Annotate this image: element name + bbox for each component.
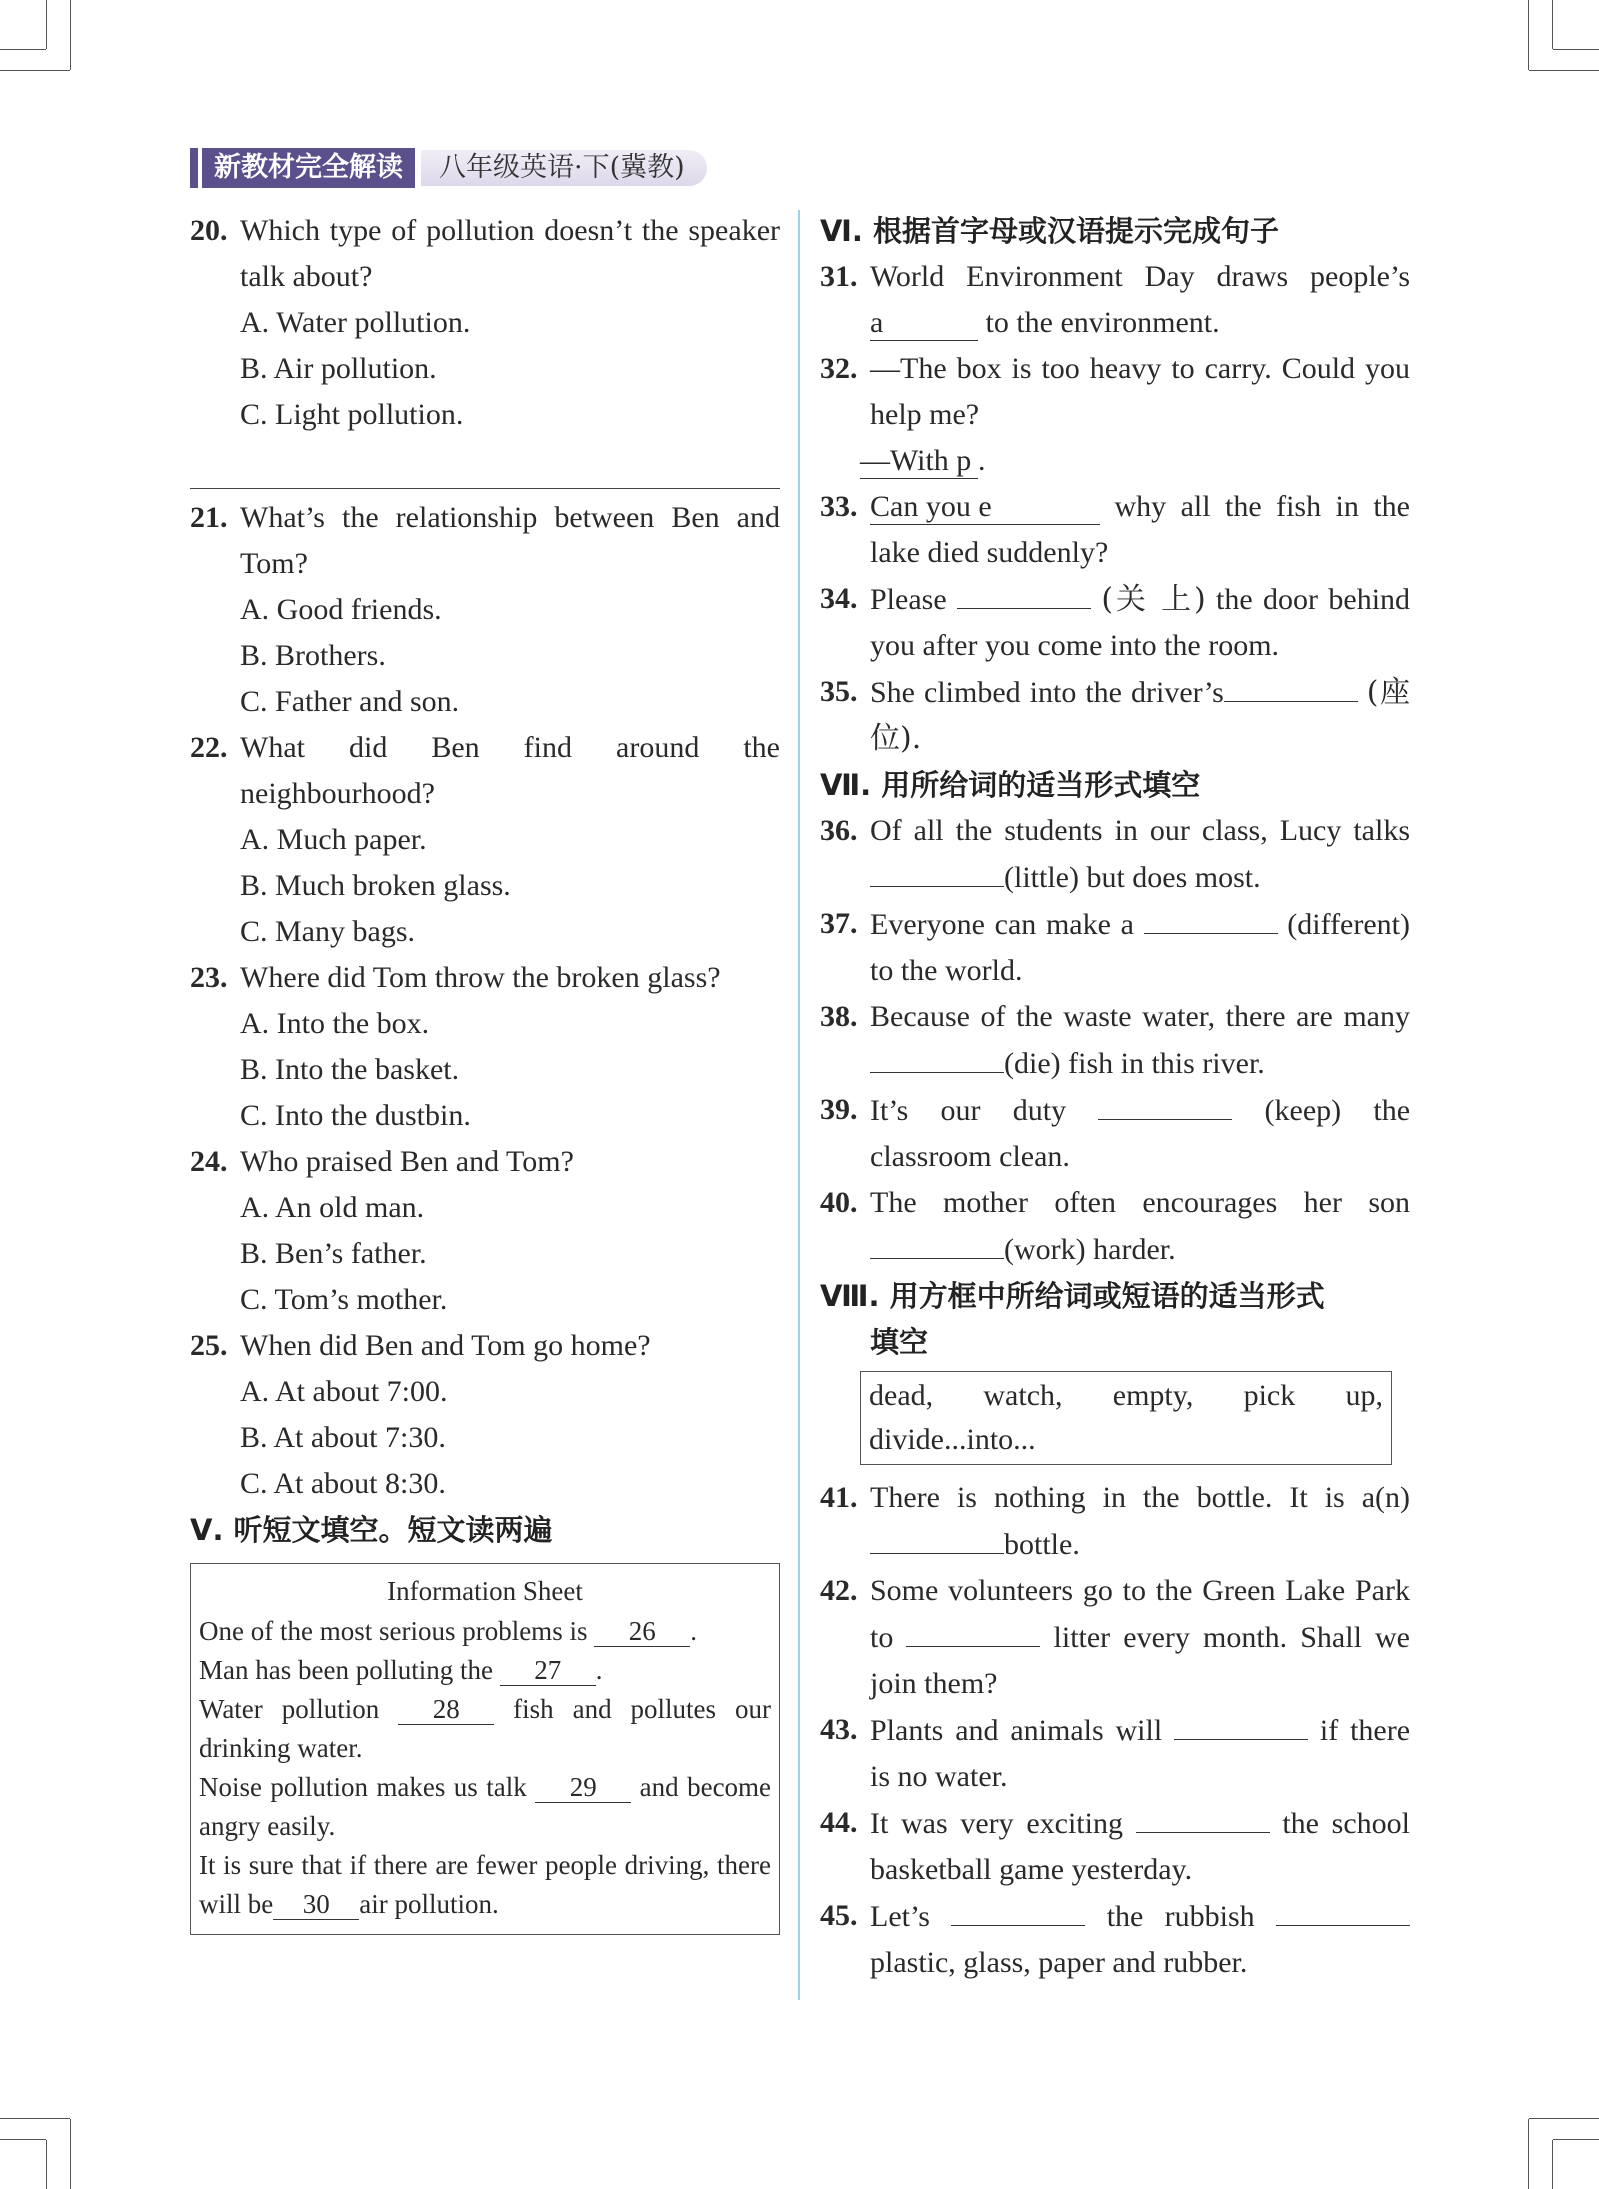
- question-number: 42.: [820, 1574, 858, 1607]
- option: C. Many bags.: [240, 915, 415, 948]
- question-38: 38. Because of the waste water, there are many (die) fish in this river.: [820, 994, 1410, 1087]
- question-number: 37.: [820, 907, 858, 940]
- answer-blank[interactable]: a: [870, 306, 978, 341]
- option: C. Into the dustbin.: [240, 1099, 471, 1132]
- info-line: One of the most serious problems is 26 .: [199, 1616, 697, 1646]
- section-separator: [190, 438, 780, 489]
- information-sheet: [190, 1563, 780, 1935]
- question-number: 39.: [820, 1093, 858, 1126]
- answer-blank[interactable]: [870, 1040, 1004, 1073]
- page-header: [190, 148, 707, 188]
- option: A. Good friends.: [240, 593, 442, 626]
- option: A. An old man.: [240, 1191, 425, 1224]
- question-32-reply: —With p .: [860, 444, 986, 477]
- answer-blank[interactable]: [870, 1521, 1004, 1554]
- option: A. Much paper.: [240, 823, 427, 856]
- answer-blank[interactable]: [1276, 1893, 1410, 1926]
- question-number: 20.: [190, 214, 228, 247]
- info-line: Man has been polluting the 27 .: [199, 1655, 603, 1685]
- answer-blank[interactable]: [1174, 1707, 1308, 1740]
- question-41: 41. There is nothing in the bottle. It is a(n) bottle.: [820, 1475, 1410, 1568]
- question-number: 36.: [820, 814, 858, 847]
- word-box: dead, watch, empty, pick up, divide...into...: [860, 1371, 1392, 1465]
- header-subtitle: 八年级英语·下(冀教): [421, 150, 707, 186]
- answer-blank[interactable]: Can you e: [870, 490, 1100, 525]
- answer-blank[interactable]: —With p: [860, 444, 978, 479]
- crop-mark: [1553, 2139, 1599, 2140]
- question-number: 44.: [820, 1806, 858, 1839]
- question-42: 42. Some volunteers go to the Green Lake Park to litter every month. Shall we join them?: [820, 1568, 1410, 1707]
- section-heading: Ⅵ. 根据首字母或汉语提示完成句子: [820, 214, 1279, 248]
- question-20: [190, 208, 780, 300]
- question-43: 43. Plants and animals will if there is no water.: [820, 1707, 1410, 1800]
- section-heading-continued: 填空: [870, 1325, 929, 1359]
- option: C. Father and son.: [240, 685, 460, 718]
- answer-blank[interactable]: [1224, 669, 1358, 702]
- question-number: 34.: [820, 582, 858, 615]
- right-column: [820, 208, 1410, 1986]
- question-number: 40.: [820, 1186, 858, 1219]
- info-line: Water pollution 28 fish and pollutes our drinking water.: [199, 1694, 771, 1763]
- option: B. Brothers.: [240, 639, 386, 672]
- option: A. Into the box.: [240, 1007, 430, 1040]
- question-40: 40. The mother often encourages her son (work) harder.: [820, 1180, 1410, 1273]
- question-39: 39. It’s our duty (keep) the classroom clean.: [820, 1087, 1410, 1180]
- answer-blank[interactable]: [951, 1893, 1085, 1926]
- section-heading: Ⅶ. 用所给词的适当形式填空: [820, 768, 1201, 802]
- crop-mark: [1553, 49, 1599, 50]
- question-number: 41.: [820, 1481, 858, 1514]
- option: B. Air pollution.: [240, 352, 437, 385]
- section-heading: Ⅴ. 听短文填空。短文读两遍: [190, 1513, 553, 1547]
- option: B. At about 7:30.: [240, 1421, 446, 1454]
- question-text: What’s the relationship between Ben and Tom?: [240, 501, 780, 580]
- question-text: Which type of pollution doesn’t the speaker talk about?: [240, 214, 780, 293]
- question-number: 21.: [190, 501, 228, 534]
- question-45: 45. Let’s the rubbish plastic, glass, paper and rubber.: [820, 1893, 1410, 1986]
- option: C. Light pollution.: [240, 398, 464, 431]
- answer-blank-28[interactable]: 28: [398, 1694, 494, 1725]
- answer-blank-30[interactable]: 30: [273, 1889, 359, 1920]
- crop-mark: [70, 0, 71, 70]
- header-title: 新教材完全解读: [202, 148, 415, 188]
- crop-mark: [0, 70, 70, 71]
- question-21: [190, 495, 780, 587]
- crop-mark: [46, 2140, 47, 2189]
- option: A. Water pollution.: [240, 306, 471, 339]
- crop-mark: [0, 49, 46, 50]
- question-31: 31. World Environment Day draws people’s a to the environment.: [820, 254, 1410, 346]
- crop-mark: [1552, 2140, 1553, 2189]
- info-sheet-title: Information Sheet: [387, 1576, 583, 1606]
- crop-mark: [0, 2139, 46, 2140]
- question-23: [190, 955, 780, 1001]
- info-line: Noise pollution makes us talk 29 and become angry easily.: [199, 1772, 772, 1841]
- column-divider: [798, 210, 800, 2000]
- crop-mark: [1528, 2119, 1529, 2189]
- info-line: It is sure that if there are fewer people driving, there will be 30 air pollution.: [199, 1850, 771, 1919]
- question-number: 22.: [190, 731, 228, 764]
- answer-blank-29[interactable]: 29: [535, 1772, 631, 1803]
- question-24: [190, 1139, 780, 1185]
- crop-mark: [1552, 0, 1553, 49]
- question-number: 31.: [820, 260, 858, 293]
- answer-blank[interactable]: [1098, 1087, 1232, 1120]
- question-number: 23.: [190, 961, 228, 994]
- left-column: [190, 208, 780, 1935]
- question-number: 25.: [190, 1329, 228, 1362]
- section-heading: Ⅷ. 用方框中所给词或短语的适当形式: [820, 1279, 1325, 1313]
- crop-mark: [1529, 70, 1599, 71]
- answer-blank[interactable]: [870, 854, 1004, 887]
- question-35: 35. She climbed into the driver’s (座位).: [820, 669, 1410, 762]
- question-text: When did Ben and Tom go home?: [240, 1329, 651, 1362]
- crop-mark: [0, 2118, 70, 2119]
- answer-blank[interactable]: [1136, 1800, 1270, 1833]
- crop-mark: [46, 0, 47, 49]
- question-number: 24.: [190, 1145, 228, 1178]
- answer-blank-27[interactable]: 27: [500, 1655, 596, 1686]
- question-22: [190, 725, 780, 817]
- question-number: 45.: [820, 1899, 858, 1932]
- question-34: 34. Please (关 上) the door behind you after you come into the room.: [820, 576, 1410, 669]
- crop-mark: [1528, 0, 1529, 70]
- question-44: 44. It was very exciting the school basketball game yesterday.: [820, 1800, 1410, 1893]
- question-number: 38.: [820, 1000, 858, 1033]
- option: B. Into the basket.: [240, 1053, 460, 1086]
- question-number: 35.: [820, 675, 858, 708]
- question-25: [190, 1323, 780, 1369]
- option: B. Much broken glass.: [240, 869, 511, 902]
- option: B. Ben’s father.: [240, 1237, 427, 1270]
- question-text: Where did Tom throw the broken glass?: [240, 961, 721, 994]
- answer-blank[interactable]: [906, 1614, 1040, 1647]
- option: A. At about 7:00.: [240, 1375, 448, 1408]
- crop-mark: [1529, 2118, 1599, 2119]
- question-number: 33.: [820, 490, 858, 523]
- question-37: 37. Everyone can make a (different) to the world.: [820, 901, 1410, 994]
- question-number: 43.: [820, 1713, 858, 1746]
- answer-blank-26[interactable]: 26: [594, 1616, 690, 1647]
- answer-blank[interactable]: [1144, 901, 1278, 934]
- answer-blank[interactable]: [870, 1226, 1004, 1259]
- question-text: What did Ben find around the neighbourhood?: [240, 731, 780, 810]
- question-36: 36. Of all the students in our class, Lucy talks (little) but does most.: [820, 808, 1410, 901]
- question-number: 32.: [820, 352, 858, 385]
- question-text: Who praised Ben and Tom?: [240, 1145, 574, 1178]
- header-accent-bar: [190, 148, 198, 188]
- question-33: 33. Can you e why all the fish in the lake died suddenly?: [820, 484, 1410, 576]
- answer-blank[interactable]: [957, 576, 1091, 609]
- crop-mark: [70, 2119, 71, 2189]
- question-32: 32. —The box is too heavy to carry. Could you help me?: [820, 346, 1410, 438]
- option: C. Tom’s mother.: [240, 1283, 448, 1316]
- option: C. At about 8:30.: [240, 1467, 446, 1500]
